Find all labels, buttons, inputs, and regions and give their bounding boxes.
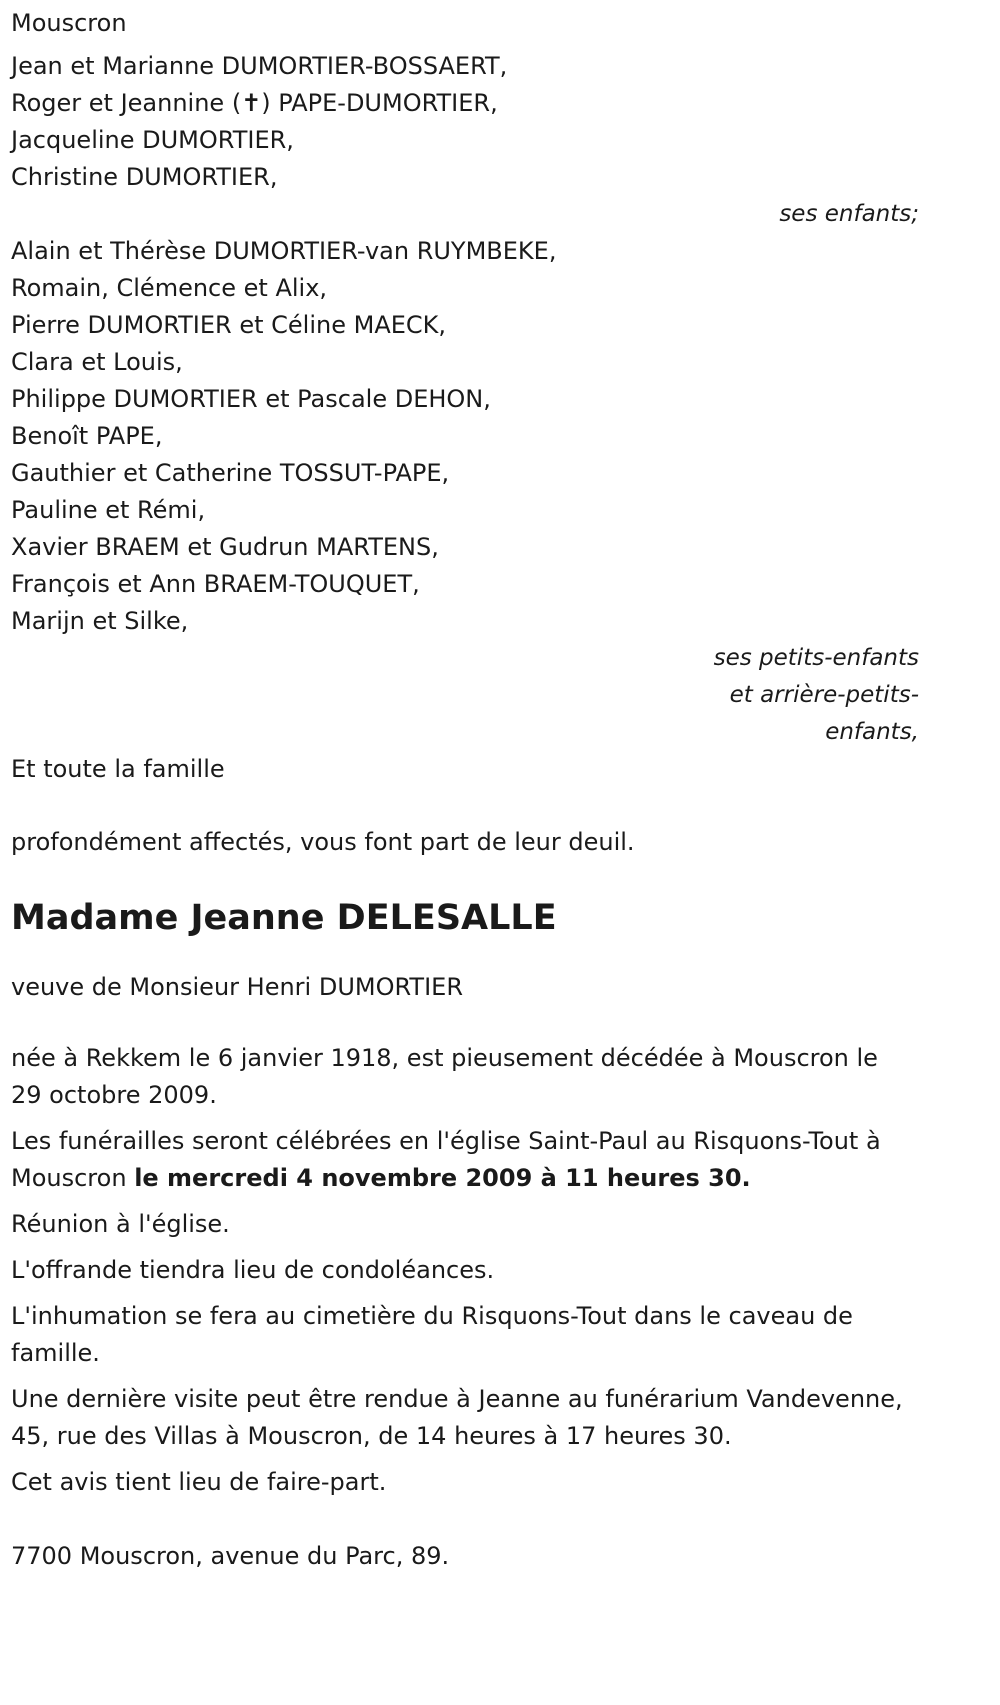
- announcement: profondément affectés, vous font part de leur deuil.: [11, 828, 635, 856]
- list-item: Jacqueline DUMORTIER,: [11, 126, 294, 154]
- list-item: Gauthier et Catherine TOSSUT-PAPE,: [11, 459, 450, 487]
- children-role: ses enfants;: [779, 201, 919, 227]
- grandchildren-list: [11, 233, 931, 640]
- obituary-notice: [0, 5, 931, 1575]
- list-item: Christine DUMORTIER,: [11, 163, 278, 191]
- list-item: François et Ann BRAEM-TOUQUET,: [11, 570, 420, 598]
- grandchildren-role: [11, 640, 931, 751]
- offering-paragraph: L'offrande tiendra lieu de condoléances.: [11, 1256, 495, 1284]
- meeting-paragraph: Réunion à l'église.: [11, 1210, 230, 1238]
- funeral-intro: Les funérailles seront célébrées en l'église Saint-Paul au Risquons-Tout à Mouscron: [11, 1127, 881, 1192]
- deceased-name: Madame Jeanne DELESALLE: [11, 898, 557, 938]
- burial-paragraph: L'inhumation se fera au cimetière du Risquons-Tout dans le caveau de famille.: [11, 1302, 853, 1367]
- address: 7700 Mouscron, avenue du Parc, 89.: [11, 1542, 450, 1570]
- list-item: Benoît PAPE,: [11, 422, 163, 450]
- role-line: ses petits-enfants: [713, 645, 919, 671]
- role-line: et arrière-petits-: [729, 682, 919, 708]
- city-heading: Mouscron: [11, 9, 127, 37]
- list-item: Clara et Louis,: [11, 348, 183, 376]
- list-item: Roger et Jeannine (✝) PAPE-DUMORTIER,: [11, 89, 498, 117]
- list-item: Jean et Marianne DUMORTIER-BOSSAERT,: [11, 52, 508, 80]
- family-line: Et toute la famille: [11, 755, 225, 783]
- list-item: Romain, Clémence et Alix,: [11, 274, 328, 302]
- role-line: enfants,: [825, 719, 919, 745]
- list-item: Xavier BRAEM et Gudrun MARTENS,: [11, 533, 439, 561]
- widow-of: veuve de Monsieur Henri DUMORTIER: [11, 973, 463, 1001]
- list-item: Pierre DUMORTIER et Céline MAECK,: [11, 311, 447, 339]
- notice-paragraph: Cet avis tient lieu de faire-part.: [11, 1468, 387, 1496]
- list-item: Pauline et Rémi,: [11, 496, 206, 524]
- list-item: Alain et Thérèse DUMORTIER-van RUYMBEKE,: [11, 237, 557, 265]
- visit-paragraph: Une dernière visite peut être rendue à Jeanne au funérarium Vandevenne, 45, rue des Villas à Mouscron, de 14 heures à 17 heures 30.: [11, 1385, 903, 1450]
- list-item: Marijn et Silke,: [11, 607, 189, 635]
- children-list: [11, 48, 931, 196]
- list-item: Philippe DUMORTIER et Pascale DEHON,: [11, 385, 491, 413]
- funeral-paragraph: [11, 1123, 916, 1197]
- birth-death-paragraph: née à Rekkem le 6 janvier 1918, est pieusement décédée à Mouscron le 29 octobre 2009.: [11, 1044, 878, 1109]
- funeral-date: le mercredi 4 novembre 2009 à 11 heures 30.: [134, 1164, 751, 1192]
